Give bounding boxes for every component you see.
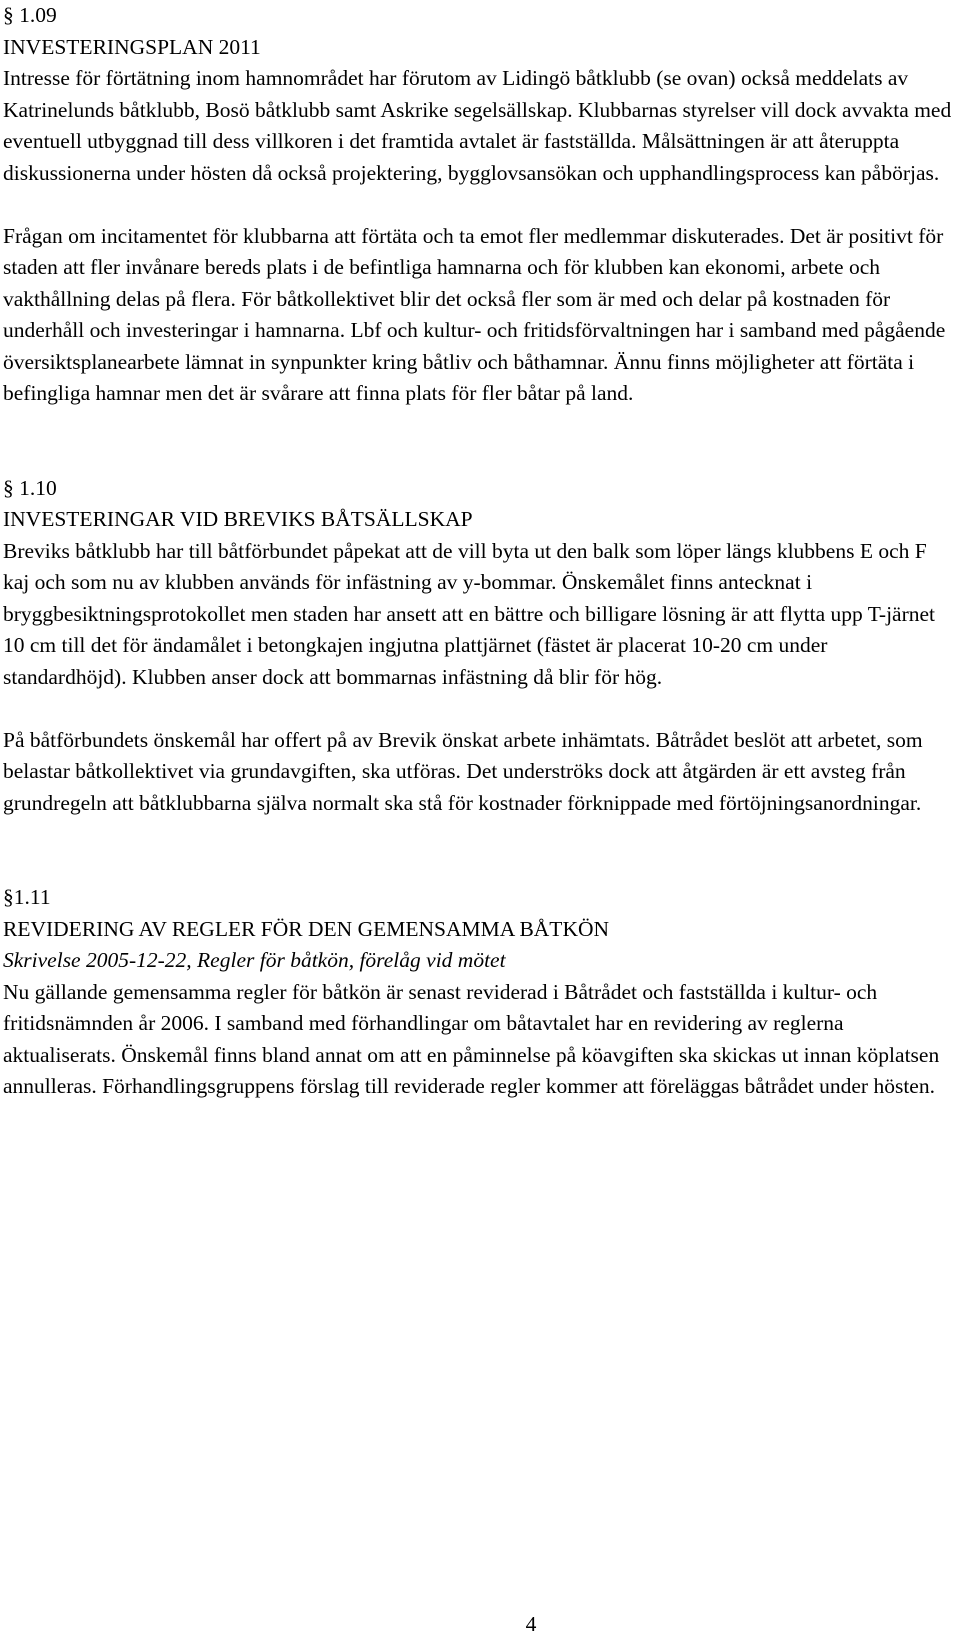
- paragraph: Intresse för förtätning inom hamnområdet har förutom av Lidingö båtklubb (se ovan) också meddelats av Katrinelunds båtklubb, Bosö båtklubb samt Askrike segelsällskap. Klubbarnas styrelser vill dock avvakta med eventuell utbyggnad till dess villkoren i det framtida avtalet är fastställda. Målsättningen är att återuppta diskussionerna under hösten då också projektering, bygglovsansökan och upphandlingsprocess kan påbörjas.: [3, 66, 952, 185]
- section-spacer: [3, 410, 955, 473]
- paragraph-spacer: [3, 189, 955, 221]
- paragraph-spacer: [3, 693, 955, 725]
- section-title: REVIDERING AV REGLER FÖR DEN GEMENSAMMA BÅTKÖN: [3, 916, 610, 941]
- section-sign: §: [3, 885, 14, 909]
- paragraph: På båtförbundets önskemål har offert på av Brevik önskat arbete inhämtats. Båtrådet beslöt att arbetet, som belastar båtkollektivet via grundavgiften, ska utföras. Det underströks dock att åtgärden är ett avsteg från grundregeln att båtklubbarna själva normalt ska stå för kostnader förknippade med förtöjningsanordningar.: [3, 727, 923, 815]
- paragraph: Breviks båtklubb har till båtförbundet påpekat att de vill byta ut den balk som löper längs klubbens E och F kaj och som nu av klubben används för infästning av y-bommar. Önskemålet finns antecknat i bryggbesiktningsprotokollet men staden har ansett att en bättre och billigare lösning är att flytta upp T-järnet 10 cm till det för ändamålet i betongkajen ingjutna plattjärnet (fästet är placerat 10-20 cm under standardhöjd). Klubben anser dock att bommarnas infästning då blir för hög.: [3, 538, 936, 689]
- section-number: 1.09: [19, 3, 57, 27]
- document-body: [3, 0, 955, 1103]
- section-title: INVESTERINGAR VID BREVIKS BÅTSÄLLSKAP: [3, 507, 473, 531]
- paragraph: Frågan om incitamentet för klubbarna att förtäta och ta emot fler medlemmar diskuterades. Det är positivt för staden att fler invånare bereds plats i de befintliga hamnarna och för klubben kan ekonomi, arbete och vakthållning delas på flera. För båtkollektivet blir det också fler som är med och delar på kostnaden för underhåll och investeringar i hamnarna. Lbf och kultur- och fritidsförvaltningen har i samband med pågående översiktsplanearbete lämnat in synpunkter kring båtliv och båthamnar. Ännu finns möjligheter att förtäta i befingliga hamnar men det är svårare att finna plats för fler båtar på land.: [3, 223, 946, 405]
- section-sign: §: [3, 3, 14, 27]
- section-1-10: [3, 473, 955, 820]
- section-number: 1.10: [19, 475, 57, 500]
- section-1-09: [3, 0, 955, 410]
- section-heading-number: [3, 882, 955, 914]
- section-heading-number: [3, 473, 955, 505]
- section-sign: §: [3, 475, 14, 500]
- section-number: 1.11: [13, 885, 51, 909]
- paragraph: Nu gällande gemensamma regler för båtkön är senast reviderad i Båtrådet och fastställda i kultur- och fritidsnämnden år 2006. I samband med förhandlingar om båtavtalet har en revidering av reglerna aktualiserats. Önskemål finns bland annat om att en påminnelse på köavgiften ska skickas ut innan köplatsen annulleras. Förhandlingsgruppens förslag till reviderade regler kommer att föreläggas båtrådet under hösten.: [3, 979, 940, 1098]
- section-subtitle: Skrivelse 2005-12-22, Regler för båtkön, förelåg vid mötet: [3, 948, 506, 972]
- section-spacer: [3, 819, 955, 882]
- page-number: 4: [525, 1612, 537, 1636]
- section-1-11: [3, 882, 955, 1103]
- section-heading-number: [3, 0, 955, 32]
- section-title: INVESTERINGSPLAN 2011: [3, 34, 261, 59]
